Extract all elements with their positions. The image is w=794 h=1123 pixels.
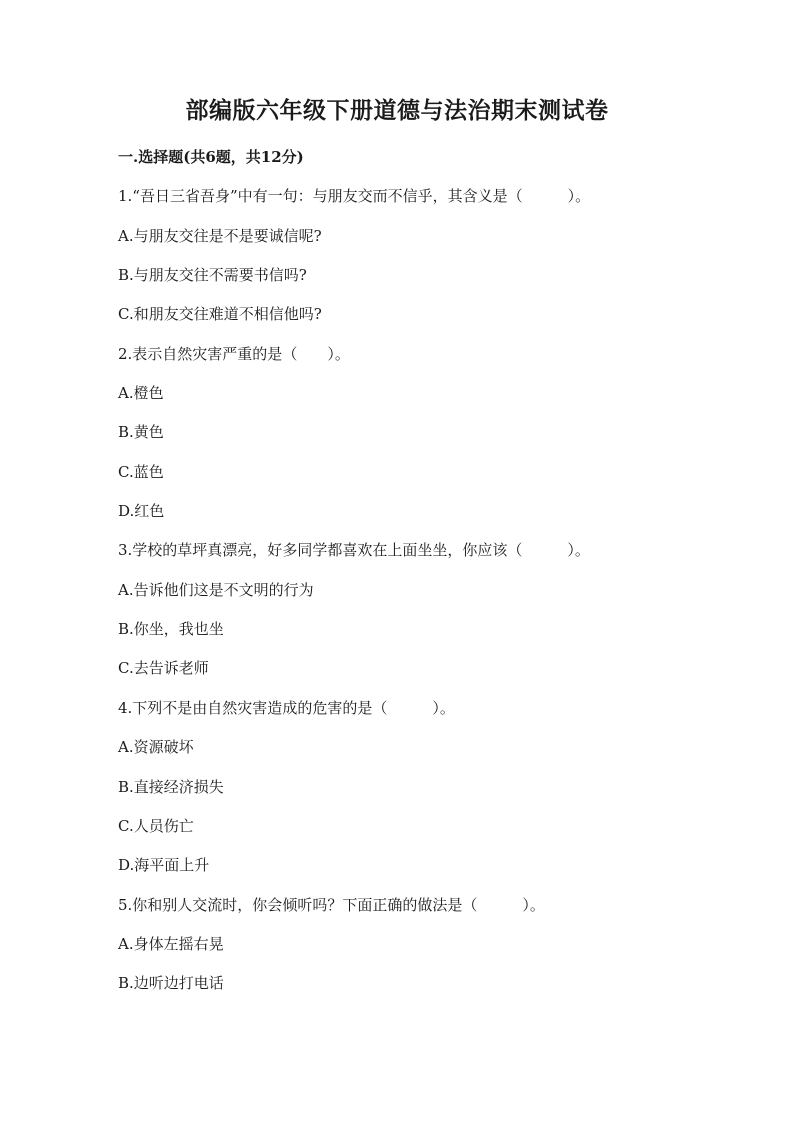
question-text: 3.学校的草坪真漂亮，好多同学都喜欢在上面坐坐，你应该（ ）。 [118, 541, 590, 560]
answer-option: B.直接经济损失 [118, 777, 224, 796]
answer-option: C.人员伤亡 [118, 816, 194, 835]
section-heading: 一.选择题(共6题，共12分) [118, 148, 304, 166]
answer-option: D.海平面上升 [118, 856, 210, 875]
answer-option: A.橙色 [118, 384, 164, 403]
answer-option: B.你坐，我也坐 [118, 620, 224, 639]
question-lines [118, 185, 718, 1011]
answer-option: C.和朋友交往难道不相信他吗? [118, 305, 322, 324]
answer-option: B.黄色 [118, 423, 164, 442]
question-text: 1.“吾日三省吾身”中有一句：与朋友交而不信乎，其含义是（ ）。 [118, 187, 591, 206]
answer-option: D.红色 [118, 502, 165, 521]
question-text: 5.你和别人交流时，你会倾听吗？下面正确的做法是（ ）。 [118, 895, 545, 914]
answer-option: B.与朋友交往不需要书信吗? [118, 266, 307, 285]
question-text: 2.表示自然灾害严重的是（ ）。 [118, 344, 350, 363]
question-list [118, 146, 718, 1012]
page-title: 部编版六年级下册道德与法治期末测试卷 [185, 97, 609, 124]
question-text: 4.下列不是由自然灾害造成的危害的是（ ）。 [118, 698, 455, 717]
answer-option: B.边听边打电话 [118, 974, 224, 993]
answer-option: C.蓝色 [118, 462, 164, 481]
answer-option: A.告诉他们这是不文明的行为 [118, 580, 314, 599]
answer-option: A.与朋友交往是不是要诚信呢? [118, 226, 322, 245]
answer-option: A.身体左摇右晃 [118, 934, 224, 953]
answer-option: C.去告诉老师 [118, 659, 209, 678]
answer-option: A.资源破坏 [118, 738, 194, 757]
